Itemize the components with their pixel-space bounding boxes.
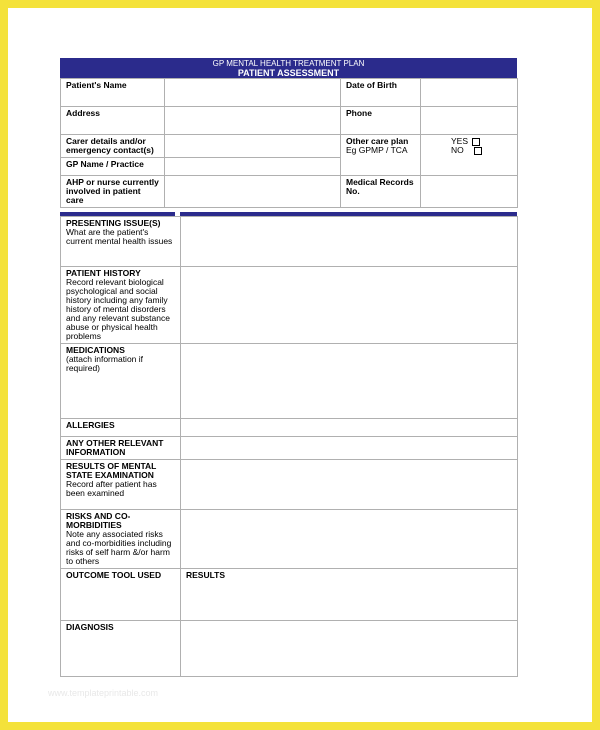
- phone-label: Phone: [341, 107, 421, 135]
- table-row: [61, 107, 518, 135]
- medical-records-label: Medical Records No.: [341, 176, 421, 208]
- table-row: [61, 267, 518, 344]
- allergies-label: ALLERGIES: [61, 419, 181, 437]
- table-row: [61, 437, 518, 460]
- carer-field[interactable]: [165, 135, 341, 158]
- table-row: [61, 344, 518, 419]
- presenting-issues-field[interactable]: [181, 217, 518, 267]
- other-care-plan-cell: [341, 135, 421, 176]
- form-subtitle: PATIENT ASSESSMENT: [237, 68, 340, 78]
- dob-field[interactable]: [421, 79, 518, 107]
- gp-name-field[interactable]: [165, 158, 341, 176]
- table-row: [61, 135, 518, 158]
- results-label: RESULTS: [186, 570, 226, 580]
- allergies-field[interactable]: [181, 419, 518, 437]
- patient-history-field[interactable]: [181, 267, 518, 344]
- diagnosis-label: DIAGNOSIS: [61, 621, 181, 677]
- table-row: [61, 217, 518, 267]
- presenting-issues-label: PRESENTING ISSUE(S) What are the patient's current mental health issues: [61, 217, 181, 267]
- yes-no-cell: [421, 135, 518, 176]
- ahp-label: AHP or nurse currently involved in patient care: [61, 176, 165, 208]
- carer-label: Carer details and/or emergency contact(s): [61, 135, 165, 158]
- medications-field[interactable]: [181, 344, 518, 419]
- no-label: NO: [451, 145, 464, 155]
- other-care-plan-sub: Eg GPMP / TCA: [346, 145, 408, 155]
- patient-details-table: [60, 78, 518, 208]
- form-title: GP MENTAL HEALTH TREATMENT PLAN: [212, 59, 365, 68]
- other-info-field[interactable]: [181, 437, 518, 460]
- table-row: [61, 176, 518, 208]
- form-header: [60, 58, 517, 78]
- dob-label: Date of Birth: [341, 79, 421, 107]
- document-page: [8, 8, 592, 722]
- phone-field[interactable]: [421, 107, 518, 135]
- outcome-results-field[interactable]: [181, 569, 518, 621]
- patient-name-field[interactable]: [165, 79, 341, 107]
- yes-checkbox[interactable]: [472, 138, 480, 146]
- no-checkbox[interactable]: [474, 147, 482, 155]
- watermark: www.templateprintable.com: [48, 688, 159, 698]
- gp-name-label: GP Name / Practice: [61, 158, 165, 176]
- other-care-plan-label: Other care plan: [346, 136, 409, 146]
- outcome-tool-label: OUTCOME TOOL USED: [61, 569, 181, 621]
- table-row: [61, 419, 518, 437]
- table-row: [61, 79, 518, 107]
- risks-field[interactable]: [181, 510, 518, 569]
- table-row: [61, 621, 518, 677]
- diagnosis-field[interactable]: [181, 621, 518, 677]
- mental-state-field[interactable]: [181, 460, 518, 510]
- ahp-field[interactable]: [165, 176, 341, 208]
- patient-history-label: PATIENT HISTORY Record relevant biological psychological and social history including any family history of mental disorders and any relevant substance abuse or physical health problems: [61, 267, 181, 344]
- table-row: [61, 510, 518, 569]
- assessment-sections-table: [60, 216, 518, 677]
- risks-label: RISKS AND CO-MORBIDITIES Note any associated risks and co-morbidities including risks of self harm &/or harm to others: [61, 510, 181, 569]
- medications-label: MEDICATIONS (attach information if required): [61, 344, 181, 419]
- table-row: [61, 569, 518, 621]
- other-info-label: ANY OTHER RELEVANT INFORMATION: [61, 437, 181, 460]
- address-label: Address: [61, 107, 165, 135]
- table-row: [61, 460, 518, 510]
- address-field[interactable]: [165, 107, 341, 135]
- patient-name-label: Patient's Name: [61, 79, 165, 107]
- mental-state-label: RESULTS OF MENTAL STATE EXAMINATION Record after patient has been examined: [61, 460, 181, 510]
- yes-label: YES: [451, 136, 469, 146]
- assessment-form: [60, 58, 517, 677]
- medical-records-field[interactable]: [421, 176, 518, 208]
- no-option[interactable]: [451, 146, 512, 155]
